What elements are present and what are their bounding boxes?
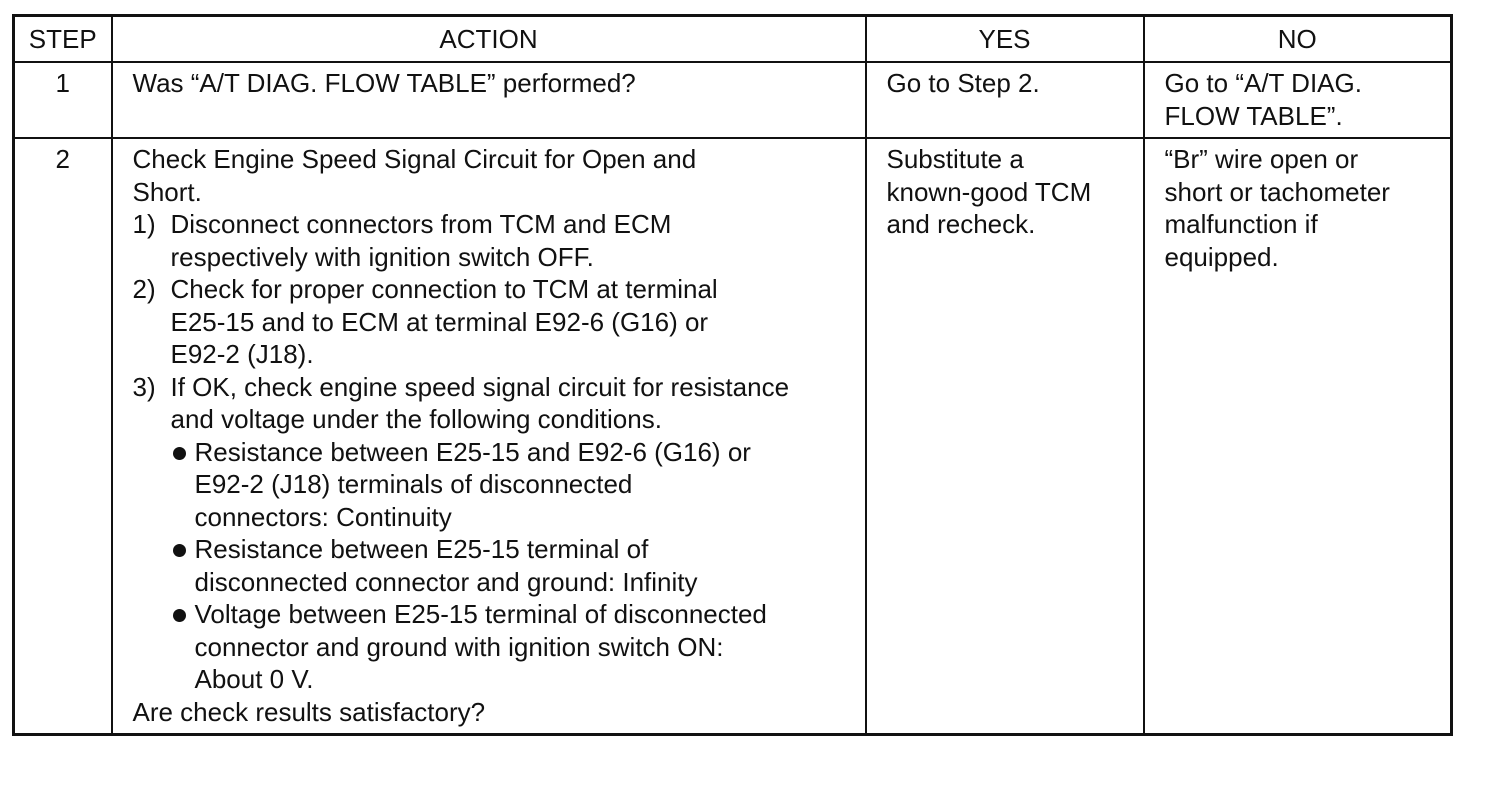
substep-line: If OK, check engine speed signal circuit for resistance — [170, 371, 790, 402]
bullet-line: E92-2 (J18) terminals of disconnected — [194, 469, 633, 499]
bullet-text — [195, 533, 855, 598]
bullet-line: connectors: Continuity — [194, 501, 452, 532]
substep-number: 2) — [132, 274, 156, 304]
no-result-line: short or tachometer — [1164, 176, 1390, 207]
bullet-icon — [171, 533, 195, 598]
bullet-line: Resistance between E25-15 terminal of — [194, 534, 649, 564]
condition-bullet-3 — [171, 598, 855, 696]
bullet-text — [195, 436, 855, 534]
bullet-line: connector and ground with ignition switch ON: — [194, 631, 724, 662]
no-result-line: Go to “A/T DIAG. — [1164, 68, 1362, 98]
action-question: Was “A/T DIAG. FLOW TABLE” performed? — [132, 68, 636, 98]
substep-text — [171, 273, 855, 371]
diagnostic-flow-table — [12, 14, 1453, 736]
condition-bullet-2 — [171, 533, 855, 598]
bullet-line: About 0 V. — [194, 664, 314, 694]
action-question: Are check results satisfactory? — [132, 696, 486, 727]
yes-result-line: Substitute a — [886, 144, 1024, 174]
substep-text — [171, 371, 855, 436]
action-intro-line: Short. — [132, 176, 202, 207]
header-no: NO — [1144, 16, 1452, 63]
header-action: ACTION — [112, 16, 866, 63]
bullet-icon — [171, 436, 195, 534]
condition-bullet-1 — [171, 436, 855, 534]
no-cell — [1144, 138, 1452, 735]
action-cell — [112, 62, 866, 138]
yes-cell — [866, 62, 1144, 138]
table-header-row — [14, 16, 1452, 63]
substep-line: Disconnect connectors from TCM and ECM — [170, 209, 672, 239]
yes-cell — [866, 138, 1144, 735]
bullet-line: disconnected connector and ground: Infinity — [194, 566, 698, 597]
yes-result-line: known-good TCM — [886, 176, 1092, 207]
no-result-line: FLOW TABLE”. — [1164, 100, 1343, 131]
no-result-line: “Br” wire open or — [1164, 144, 1359, 174]
no-cell — [1144, 62, 1452, 138]
header-step: STEP — [14, 16, 112, 63]
substep-number: 1) — [132, 209, 156, 239]
table-row-step-2 — [14, 138, 1452, 735]
substep-line: respectively with ignition switch OFF. — [170, 241, 594, 272]
no-result-line: malfunction if — [1164, 209, 1318, 239]
action-cell — [112, 138, 866, 735]
substep-line: E92-2 (J18). — [170, 339, 314, 369]
substep-line: Check for proper connection to TCM at terminal — [170, 274, 718, 304]
substep-line: E25-15 and to ECM at terminal E92-6 (G16) or — [170, 306, 709, 337]
bullet-text — [195, 598, 855, 696]
step-number: 1 — [14, 62, 112, 138]
yes-result: Go to Step 2. — [886, 68, 1040, 98]
bullet-icon — [171, 598, 195, 696]
bullet-line: Resistance between E25-15 and E92-6 (G16) or — [194, 436, 751, 467]
action-intro-line: Check Engine Speed Signal Circuit for Open and — [132, 144, 697, 174]
step-number: 2 — [14, 138, 112, 735]
bullet-line: Voltage between E25-15 terminal of disconnected — [194, 599, 767, 629]
table-row-step-1 — [14, 62, 1452, 138]
no-result-line: equipped. — [1164, 241, 1279, 272]
yes-result-line: and recheck. — [886, 209, 1036, 239]
substep-3 — [133, 371, 855, 436]
substep-line: and voltage under the following conditions. — [170, 404, 662, 434]
substep-number: 3) — [132, 371, 156, 402]
substep-2 — [133, 273, 855, 371]
substep-1 — [133, 208, 855, 273]
header-yes: YES — [866, 16, 1144, 63]
substep-text — [171, 208, 855, 273]
